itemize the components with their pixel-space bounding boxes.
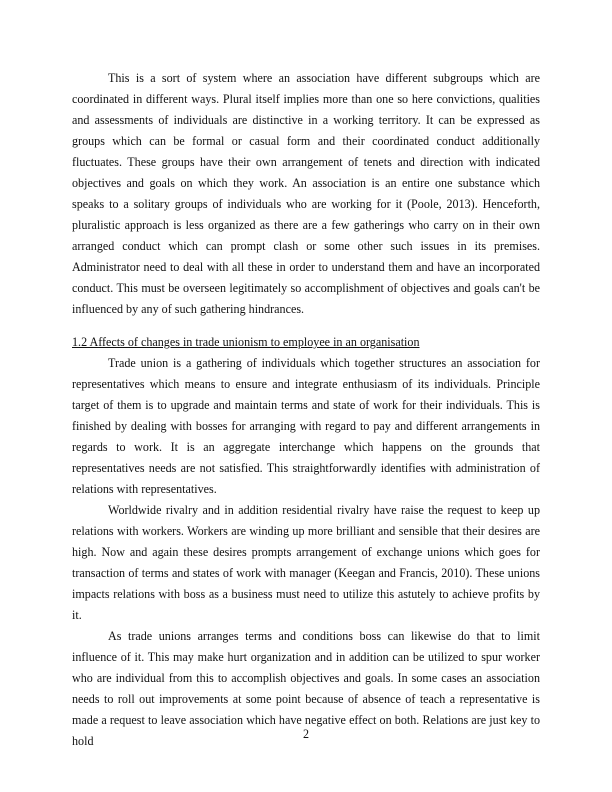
body-paragraph-rivalry: Worldwide rivalry and in addition residential rivalry have raise the request to keep up relations with workers. Workers are winding up more brilliant and sensible that their desires are high. Now and again these desires prompts arrangement of exchange unions which goes for transaction of terms and states of work with manager (Keegan and Francis, 2010). These unions impacts relations with boss as a business must need to utilize this astutely to achieve profits by it.	[72, 503, 540, 622]
body-paragraph-pluralism: This is a sort of system where an association have different subgroups which are coordinated in different ways. Plural itself implies more than one so here convictions, qualities and assessments of individuals are distinctive in a working territory. It can be expressed as groups which can be formal or casual form and their coordinated conduct additionally fluctuates. These groups have their own arrangement of tenets and direction with indicated objectives and goals on which they work. An association is an entire one substance which speaks to a solitary groups of individuals who are working for it (Poole, 2013). Henceforth, pluralistic approach is less organized as there are a few gatherings who carry on in their own arranged conduct which can prompt clash or some other such issues in its premises. Administrator need to deal with all these in order to understand them and have an incorporated conduct. This must be overseen legitimately so accomplishment of objectives and goals can't be influenced by any of such gathering hindrances.	[72, 71, 540, 316]
body-paragraph-trade-union: Trade union is a gathering of individuals which together structures an association for representatives which means to ensure and integrate enthusiasm of its individuals. Principle target of them is to upgrade and maintain terms and state of work for their individuals. This is finished by dealing with bosses for arranging with regard to pay and different arrangements in regards to work. It is an aggregate interchange which happens on the grounds that representatives needs are not satisfied. This straightforwardly identifies with administration of relations with representatives.	[72, 356, 540, 496]
body-paragraph-terms: As trade unions arranges terms and conditions boss can likewise do that to limit influence of it. This may make hurt organization and in addition can be utilized to spur worker who are individual from this to accomplish objectives and goals. In some cases an association needs to roll out improvements at some point because of absence of teach a representative is made a request to leave association which have negative effect on both. Relations are just key to hold	[72, 629, 540, 748]
section-heading: 1.2 Affects of changes in trade unionism to employee in an organisation	[72, 335, 420, 349]
page-body	[72, 68, 540, 752]
page-number: 2	[302, 727, 310, 741]
